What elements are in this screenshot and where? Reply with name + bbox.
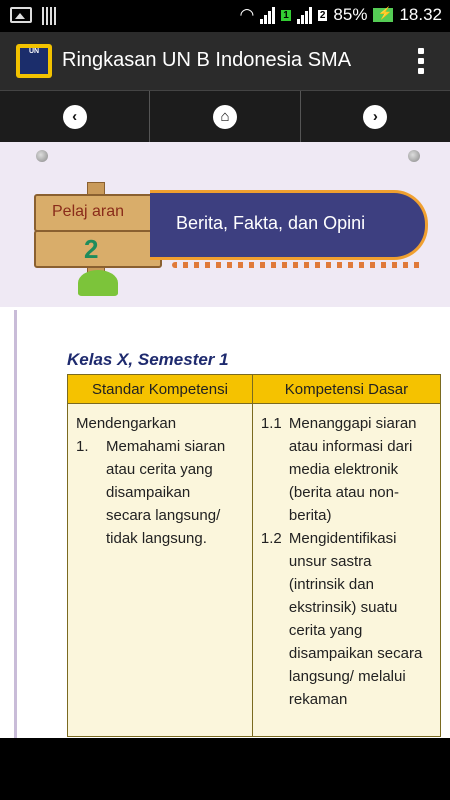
page-content[interactable]: [0, 142, 450, 738]
sk-item: [76, 435, 244, 550]
image-notification-icon: [10, 7, 32, 23]
status-bar: [0, 0, 450, 32]
sign-plank-label: [34, 194, 162, 232]
home-icon: ⌂: [213, 105, 237, 129]
back-button[interactable]: [0, 91, 150, 142]
standar-cell: [68, 404, 253, 737]
sim1-label: 1: [283, 9, 289, 21]
app-logo-text: UN: [20, 48, 48, 74]
overflow-menu-icon[interactable]: [418, 48, 424, 78]
dotted-decoration: [172, 262, 422, 268]
column-header-standar: Standar Kompetensi: [68, 375, 253, 404]
grass-decoration: [78, 270, 118, 296]
sign-label: Pelaj aran: [52, 203, 125, 220]
sim2-label: 2: [319, 9, 326, 21]
barcode-notification-icon: [42, 7, 58, 25]
kd-item-number: 1.1: [260, 415, 282, 432]
chevron-right-icon: ›: [363, 105, 387, 129]
lesson-header: [0, 142, 450, 307]
dasar-cell: [252, 404, 440, 737]
banner-title: Berita, Fakta, dan Opini: [176, 213, 366, 233]
pin-icon: [408, 150, 420, 162]
kd-item: [261, 527, 432, 711]
sk-item-text: Memahami siaran atau cerita yang disampaikan secara langsung/ tidak langsung.: [106, 438, 226, 547]
nav-bar: [0, 90, 450, 142]
app-logo: [16, 44, 52, 78]
kompetensi-table: [67, 374, 441, 737]
kd-item: [261, 412, 432, 527]
kd-item-number: 1.2: [260, 530, 282, 547]
column-header-dasar: Kompetensi Dasar: [252, 375, 440, 404]
wifi-icon: ◠: [239, 5, 255, 24]
app-bar: [0, 32, 450, 90]
sk-heading: Mendengarkan: [76, 415, 177, 432]
signal-sim1-icon: [260, 6, 275, 24]
sign-number: 2: [84, 234, 99, 264]
chevron-left-icon: ‹: [63, 105, 87, 129]
pin-icon: [36, 150, 48, 162]
battery-percent: 85%: [333, 5, 368, 24]
kelas-title: Kelas X, Semester 1: [67, 350, 229, 369]
app-title: Ringkasan UN B Indonesia SMA: [62, 49, 352, 71]
home-button[interactable]: [150, 91, 300, 142]
forward-button[interactable]: [301, 91, 450, 142]
signal-sim2-icon: [297, 6, 312, 24]
bottom-area: [0, 738, 450, 800]
clock: 18.32: [399, 5, 442, 24]
battery-charging-icon: [373, 8, 393, 22]
lesson-page: [14, 310, 449, 738]
kd-item-text: Mengidentifikasi unsur sastra (intrinsik dan ekstrinsik) suatu cerita yang disampaikan secara langsung/ melalui rekaman: [288, 530, 423, 708]
kd-item-text: Menanggapi siaran atau informasi dari media elektronik (berita atau non-berita): [288, 415, 417, 524]
lesson-banner: [150, 190, 428, 260]
sk-item-number: 1.: [76, 438, 89, 455]
sign-plank-number: [34, 230, 162, 268]
